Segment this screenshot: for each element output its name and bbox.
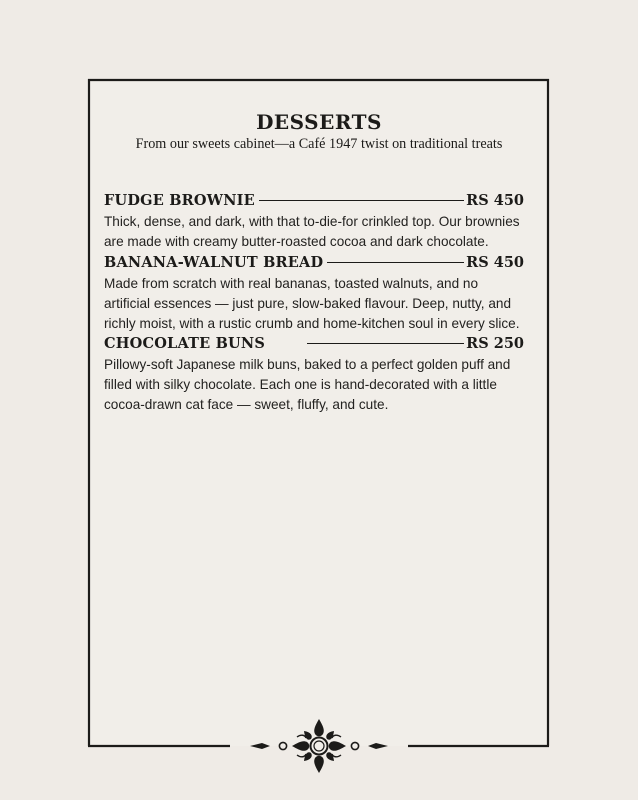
menu-item-description: Thick, dense, and dark, with that to-die-for crinkled top. Our brownies are made with creamy butter-roasted cocoa and dark chocolate. xyxy=(104,214,520,249)
menu-item xyxy=(104,251,524,334)
leader-line xyxy=(259,200,464,201)
leader-line xyxy=(307,343,464,344)
menu-item-description: Made from scratch with real bananas, toasted walnuts, and no artificial essences — just pure, slow-baked flavour. Deep, nutty, and richly moist, with a rustic crumb and home-kitchen soul in every slice. xyxy=(104,276,520,331)
menu-item-name: CHOCOLATE BUNS xyxy=(104,334,266,352)
leader-line xyxy=(327,262,464,263)
menu-title: DESSERTS xyxy=(256,110,382,134)
menu-subtitle: From our sweets cabinet—a Café 1947 twist on traditional treats xyxy=(135,136,503,152)
menu-item-header xyxy=(104,332,524,354)
menu-item xyxy=(104,332,524,415)
menu-item-description: Pillowy-soft Japanese milk buns, baked to a perfect golden puff and filled with silky chocolate. Each one is hand-decorated with a little cocoa-drawn cat face — sweet, fluffy, and cute. xyxy=(104,357,511,412)
menu-item-price: RS 250 xyxy=(466,334,524,352)
menu-item xyxy=(104,189,524,252)
menu-item-header xyxy=(104,251,524,273)
menu-item-price: RS 450 xyxy=(466,191,524,209)
menu-item-name: BANANA-WALNUT BREAD xyxy=(104,253,324,271)
menu-item-name: FUDGE BROWNIE xyxy=(104,191,255,209)
menu-item-price: RS 450 xyxy=(466,253,524,271)
menu-item-header xyxy=(104,189,524,211)
